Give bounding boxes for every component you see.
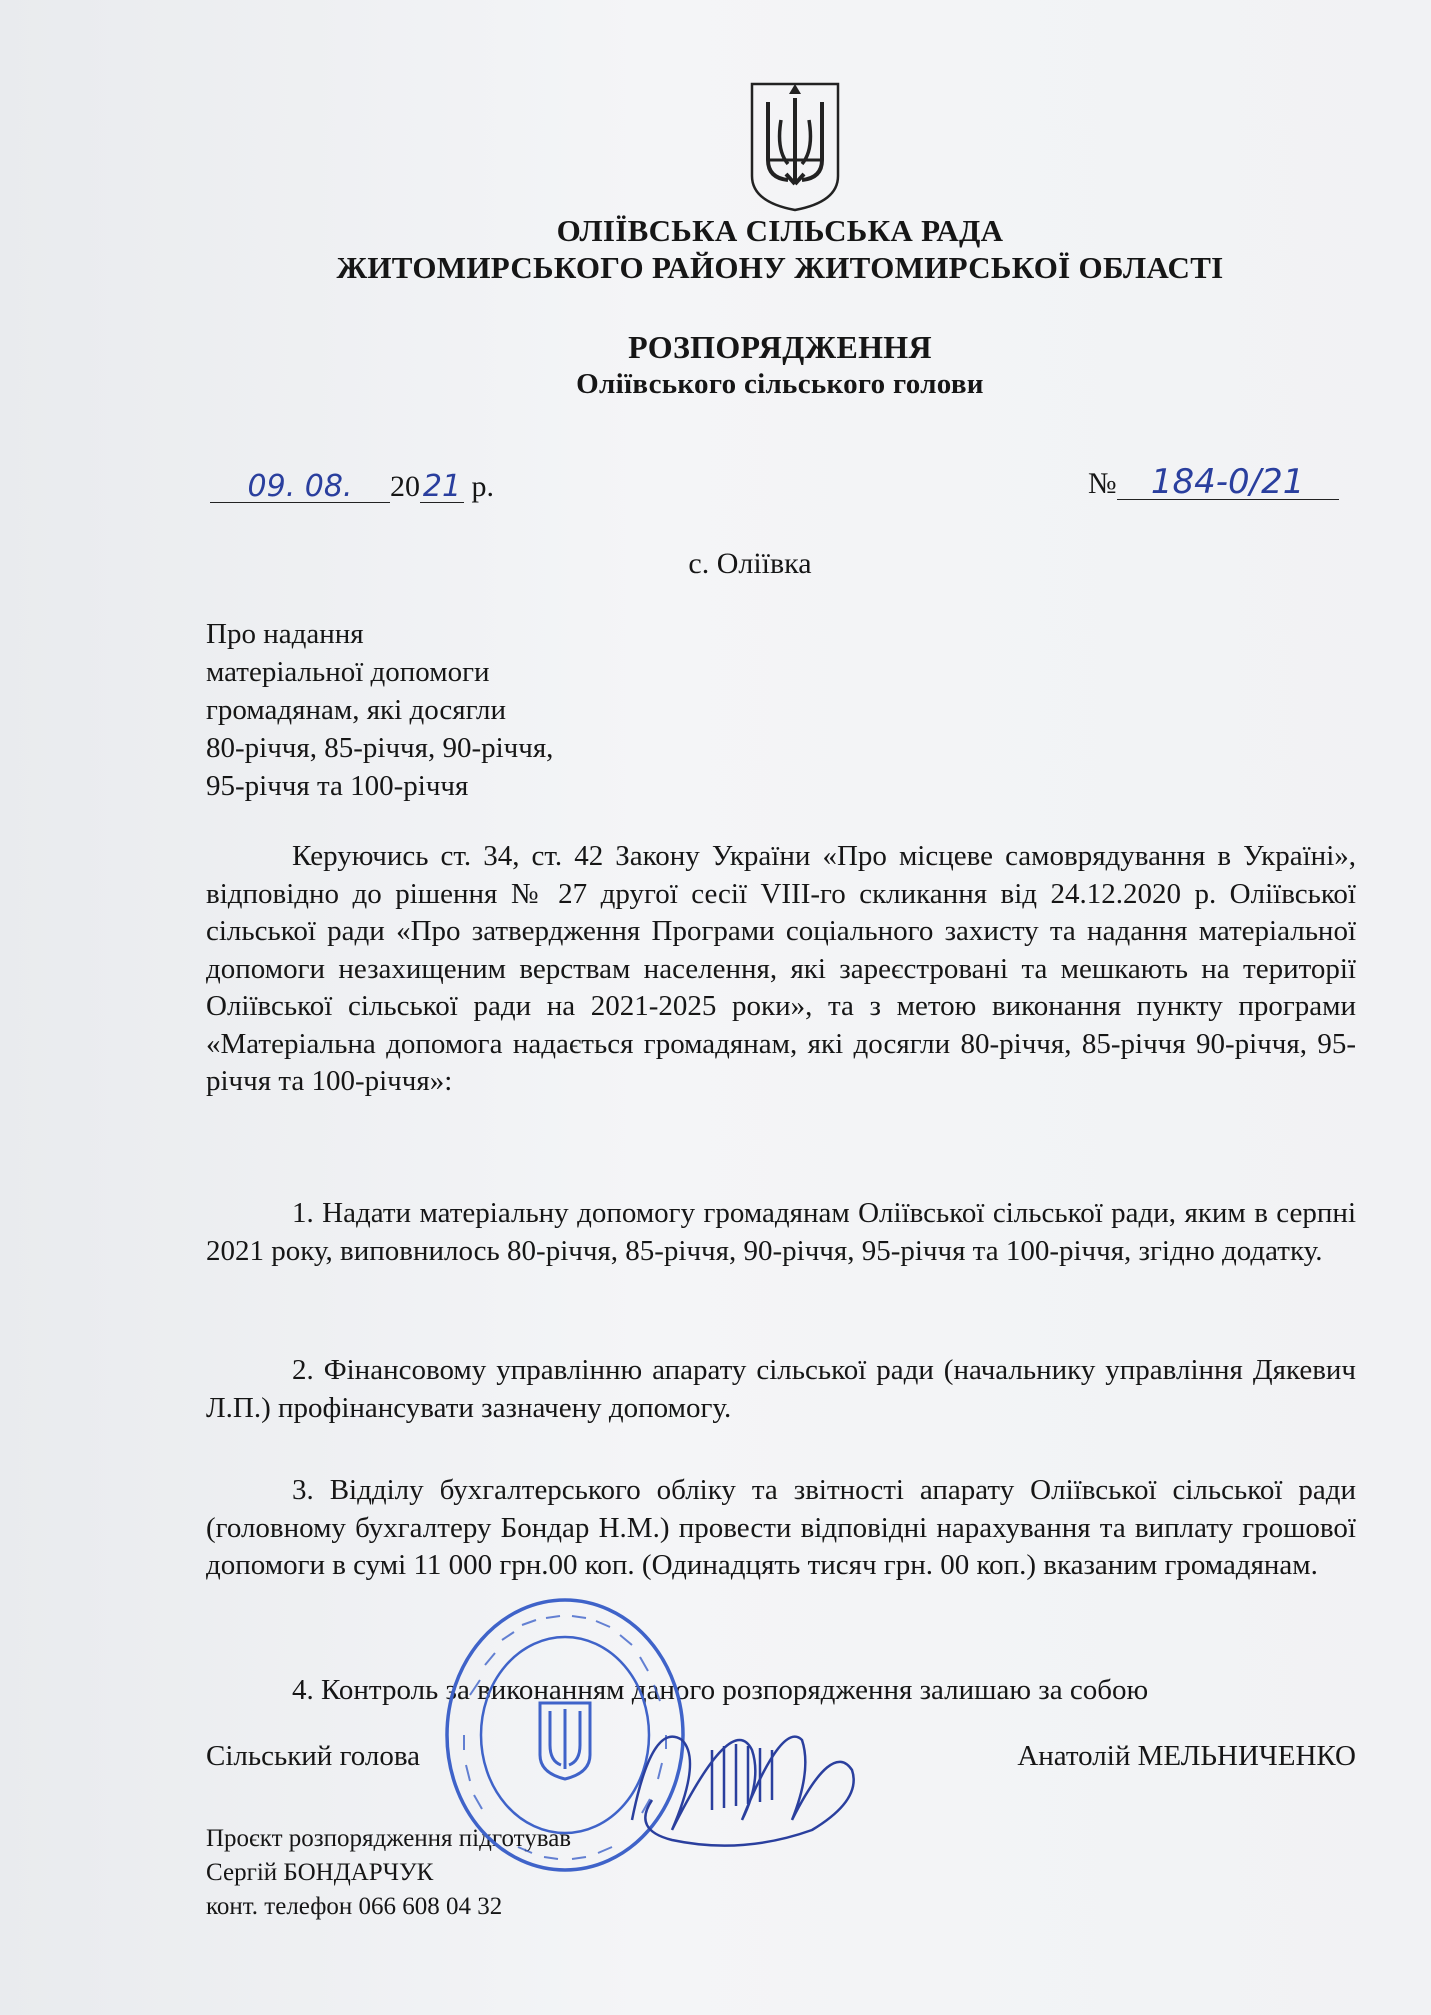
year-unit: р. <box>464 470 494 503</box>
item-4-paragraph: 4. Контроль за виконанням даного розпорядження залишаю за собою <box>292 1674 1149 1706</box>
item-1-paragraph: 1. Надати матеріальну допомогу громадянам Оліївської сільської ради, яким в серпні 2021 року, виповнилось 80-річчя, 85-річчя, 90-річчя, 95-річчя та 100-річчя, згідно додатку. <box>206 1197 1356 1267</box>
item-2-paragraph: 2. Фінансовому управлінню апарату сільської ради (начальнику управління Дякевич Л.П.) профінансувати зазначену допомогу. <box>206 1354 1356 1424</box>
coat-of-arms-icon <box>748 80 842 214</box>
preamble-paragraph: Керуючись ст. 34, ст. 42 Закону України «Про місцеве самоврядування в Україні», відповідно до рішення № 27 другої сесії VIII-го скликання від 24.12.2020 р. Оліївської сільської ради «Про затвердження Програми соціального захисту та надання матеріальної допомоги незахищеним верствам населення, які зареєстровані та мешкають на території Оліївської сільської ради на 2021-2025 роки», та з метою виконання пункту програми «Матеріальна допомога надається громадянам, які досягли 80-річчя, 85-річчя 90-річчя, 95-річчя та 100-річчя»: <box>206 840 1356 1097</box>
year-prefix: 20 <box>390 470 420 503</box>
subject-line: матеріальної допомоги <box>206 656 490 688</box>
preparer-name: Сергій БОНДАРЧУК <box>206 1859 434 1886</box>
issuer-title: Оліївського сільського голови <box>576 368 984 400</box>
document-type: РОЗПОРЯДЖЕННЯ <box>628 329 932 365</box>
prepared-by-line: Проєкт розпорядження підготував <box>206 1825 572 1852</box>
place-name: с. Оліївка <box>688 547 812 580</box>
signatory-position: Сільський голова <box>206 1740 421 1772</box>
district-title: ЖИТОМИРСЬКОГО РАЙОНУ ЖИТОМИРСЬКОЇ ОБЛАСТІ <box>336 250 1224 285</box>
number-line <box>1088 462 1339 502</box>
date-line <box>210 470 494 504</box>
number-sign: № <box>1088 467 1117 500</box>
subject-line: Про надання <box>206 618 364 650</box>
handwritten-year: 21 <box>420 472 464 503</box>
contact-phone: конт. телефон 066 608 04 32 <box>206 1893 503 1920</box>
council-title: ОЛІЇВСЬКА СІЛЬСЬКА РАДА <box>556 213 1004 248</box>
subject-block <box>206 615 553 805</box>
signatory-name: Анатолій МЕЛЬНИЧЕНКО <box>1017 1740 1356 1772</box>
handwritten-date: 09. 08. <box>210 472 390 503</box>
signature-icon <box>612 1680 872 1850</box>
handwritten-number: 184-0/21 <box>1117 465 1339 500</box>
subject-line: 95-річчя та 100-річчя <box>206 770 469 802</box>
subject-line: громадянам, які досягли <box>206 694 507 726</box>
item-3-paragraph: 3. Відділу бухгалтерського обліку та звітності апарату Оліївської сільської ради (головному бухгалтеру Бондар Н.М.) провести відповідні нарахування та виплату грошової допомоги в сумі 11 000 грн.00 коп. (Одинадцять тисяч грн. 00 коп.) вказаним громадянам. <box>206 1474 1356 1581</box>
subject-line: 80-річчя, 85-річчя, 90-річчя, <box>206 732 554 764</box>
